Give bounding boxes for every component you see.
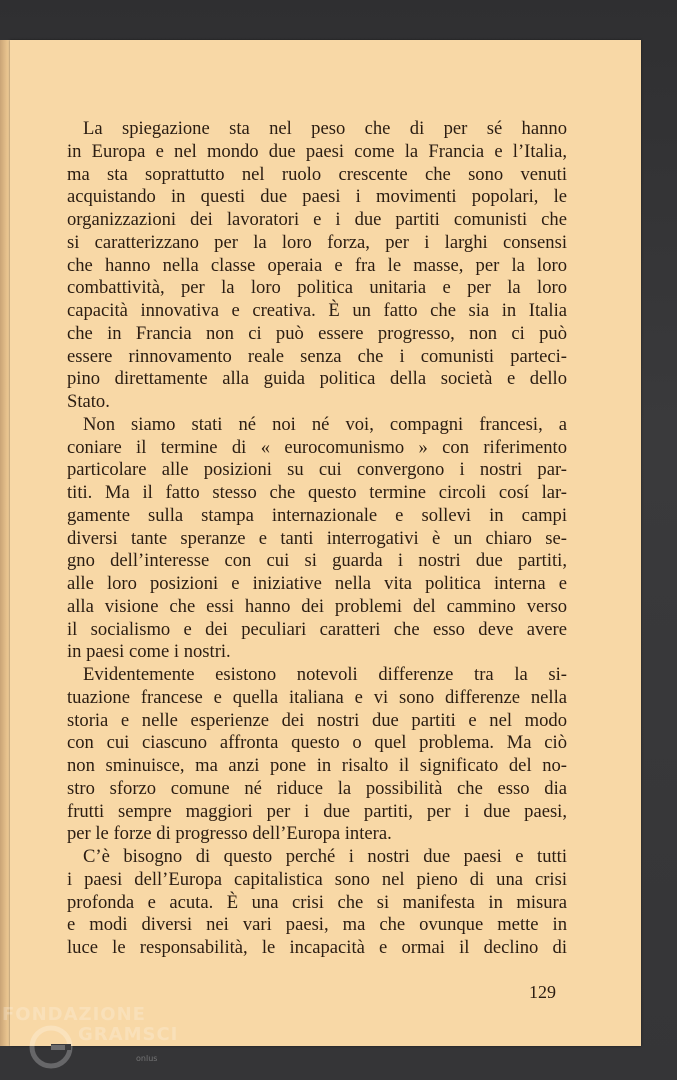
text-line: organizzazioni dei lavoratori e i due partiti comunisti che xyxy=(67,209,567,230)
text-line: si caratterizzano per la loro forza, per i larghi consensi xyxy=(67,231,567,253)
text-line: alla visione che essi hanno dei problemi del cammino verso xyxy=(67,595,567,617)
text-line: combattività, per la loro politica unitaria e per la loro xyxy=(67,277,567,299)
text-line: coniare il termine di « eurocomunismo » con riferimento xyxy=(67,436,567,458)
text-line: storia e nelle esperienze dei nostri due partiti e nel modo xyxy=(67,709,567,731)
watermark-suffix: onlus xyxy=(136,1054,158,1063)
text-line: alle loro posizioni e iniziative nella vita politica interna e xyxy=(67,573,567,594)
text-line: particolare alle posizioni su cui convergono i nostri par- xyxy=(67,459,567,481)
text-line: gno dell’interesse con cui si guarda i nostri due partiti, xyxy=(67,550,567,572)
text-line: profonda e acuta. È una crisi che si manifesta in misura xyxy=(67,891,567,913)
text-line: in paesi come i nostri. xyxy=(67,641,231,663)
text-line: titi. Ma il fatto stesso che questo termine circoli cosí lar- xyxy=(67,482,567,503)
page-number: 129 xyxy=(529,982,556,1002)
text-line: e modi diversi nei vari paesi, ma che ovunque mette in xyxy=(67,914,567,936)
text-line: luce le responsabilità, le incapacità e ormai il declino di xyxy=(67,937,567,958)
text-line: che in Francia non ci può essere progresso, non ci può xyxy=(67,322,567,344)
text-line: non sminuisce, ma anzi pone in risalto il significato del no- xyxy=(67,755,567,776)
watermark-line2: GRAMSCI xyxy=(78,1024,179,1045)
text-line: La spiegazione sta nel peso che di per sé hanno xyxy=(83,118,567,139)
body-text xyxy=(67,118,567,960)
text-line: per le forze di progresso dell’Europa intera. xyxy=(67,823,392,845)
text-line: Non siamo stati né noi né voi, compagni francesi, a xyxy=(83,413,567,435)
gramsci-logo-icon xyxy=(28,1024,74,1070)
text-line: ma sta soprattutto nel ruolo crescente che sono venuti xyxy=(67,163,567,185)
text-line: frutti sempre maggiori per i due partiti, per i due paesi, xyxy=(67,800,567,822)
watermark-logo xyxy=(0,1002,200,1080)
text-line: diversi tante speranze e tanti interrogativi è un chiaro se- xyxy=(67,527,567,549)
text-line: essere rinnovamento reale senza che i comunisti parteci- xyxy=(67,345,567,367)
text-line: Evidentemente esistono notevoli differenze tra la si- xyxy=(83,664,567,685)
text-line: gamente sulla stampa internazionale e sollevi in campi xyxy=(67,504,567,526)
book-page xyxy=(10,40,641,1046)
text-line: pino direttamente alla guida politica della società e dello xyxy=(67,368,567,390)
text-line: capacità innovativa e creativa. È un fatto che sia in Italia xyxy=(67,300,567,321)
text-line: i paesi dell’Europa capitalistica sono nel pieno di una crisi xyxy=(67,868,567,890)
watermark-line1: FONDAZIONE xyxy=(2,1004,146,1025)
text-line: stro sforzo comune né riduce la possibilità che esso dia xyxy=(67,777,567,799)
text-line: il socialismo e dei peculiari caratteri che esso deve avere xyxy=(67,618,567,640)
text-line: con cui ciascuno affronta questo o quel problema. Ma ciò xyxy=(67,732,567,754)
text-line: che hanno nella classe operaia e fra le masse, per la loro xyxy=(67,254,567,276)
text-line: in Europa e nel mondo due paesi come la Francia e l’Italia, xyxy=(67,140,567,162)
text-line: Stato. xyxy=(67,391,110,412)
text-line: C’è bisogno di questo perché i nostri due paesi e tutti xyxy=(83,846,567,867)
text-line: acquistando in questi due paesi i movimenti popolari, le xyxy=(67,186,567,208)
text-line: tuazione francese e quella italiana e vi sono differenze nella xyxy=(67,686,567,708)
